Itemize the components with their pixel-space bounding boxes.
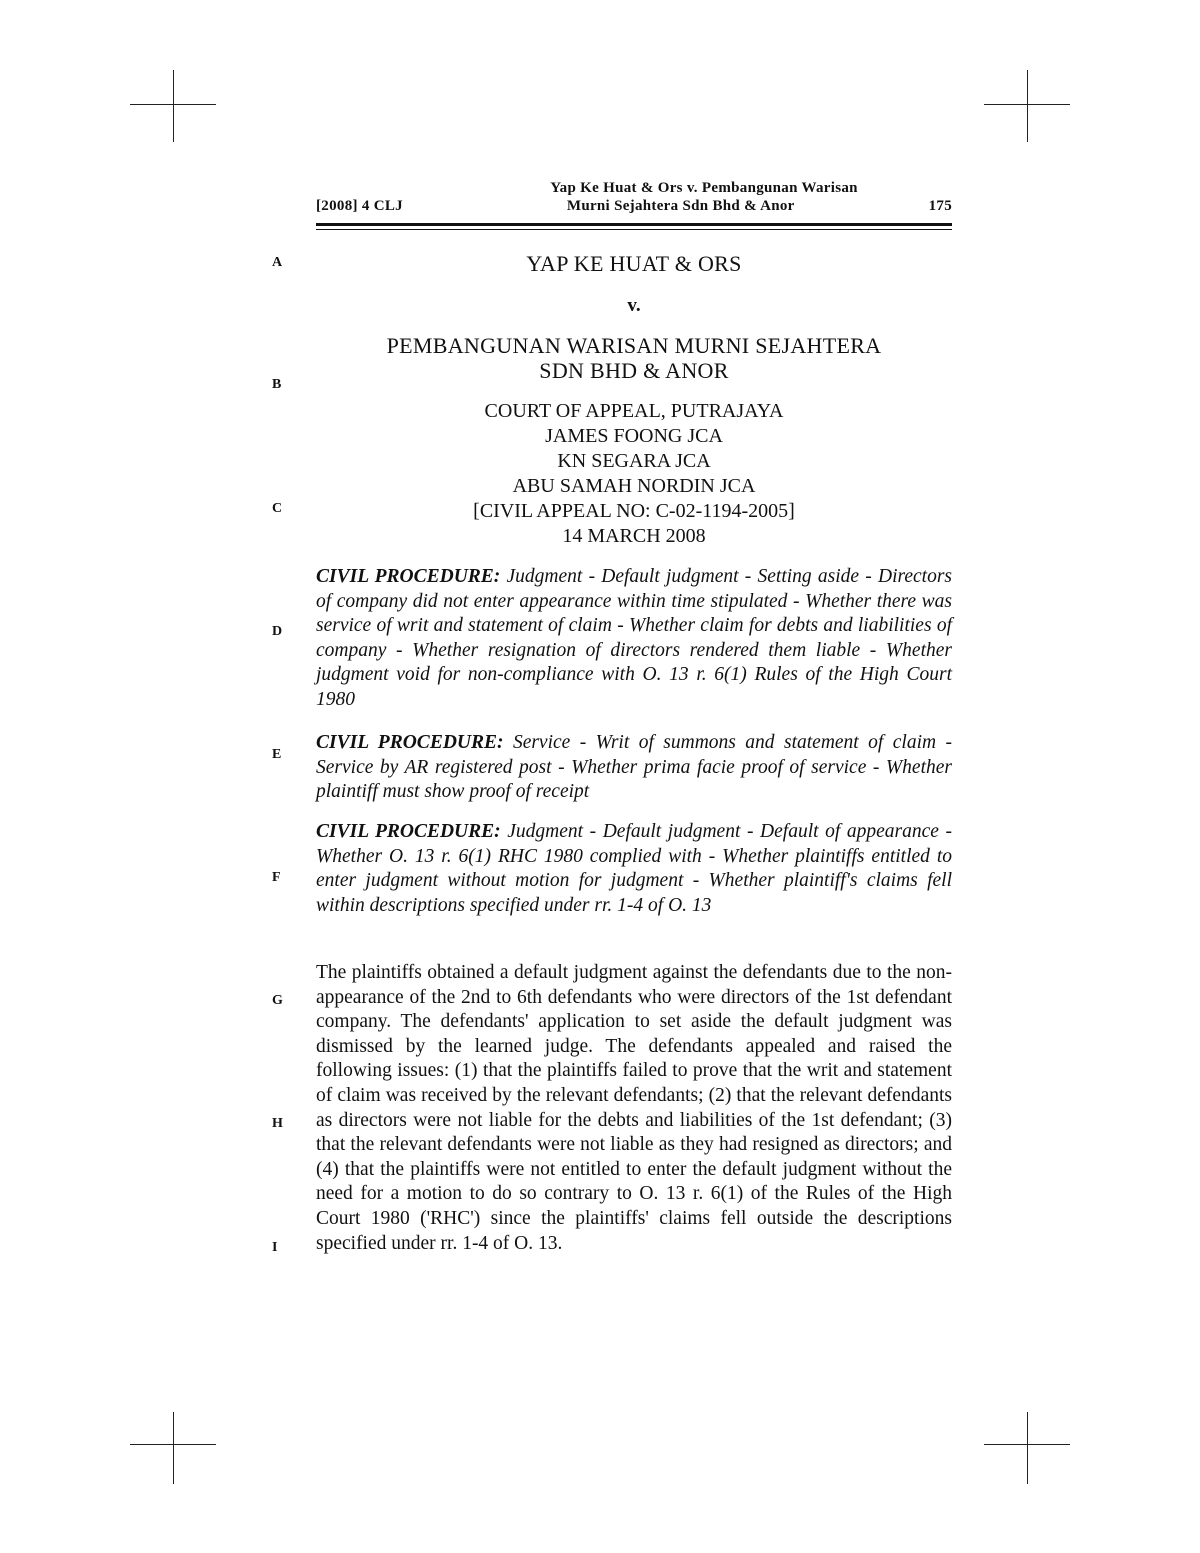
catchword-2-text: Service - Writ of summons and statement of claim - Service by AR registered post - Whether prima facie proof of service - Whether plaintiff must show proof of receipt <box>316 732 953 802</box>
margin-letter-i: I <box>272 1240 278 1255</box>
header-rule-thin <box>316 229 952 230</box>
respondents-line2: SDN BHD & ANOR <box>539 358 729 383</box>
crop-mark-bottom-right-v <box>1027 1412 1028 1484</box>
margin-letter-d: D <box>272 624 283 639</box>
running-head-title-line1: Yap Ke Huat & Ors v. Pembangunan Warisan <box>550 180 858 196</box>
margin-letter-f: F <box>272 870 281 885</box>
running-head-title-line2: Murni Sejahtera Sdn Bhd & Anor <box>566 198 795 214</box>
headnote-paragraph: The plaintiffs obtained a default judgment against the defendants due to the non-appearance of the 2nd to 6th defendants who were directors of the 1st defendant company. The defendants' application to set aside the default judgment was dismissed by the learned judge. The defendants appealed and raised the following issues: (1) that the plaintiffs failed to prove that the writ and statement of claim was received by the relevant defendants; (2) that the relevant defendants as directors were not liable for the debts and liabilities of the 1st defendant; (3) that the relevant defendants were not liable as they had resigned as directors; and (4) that the plaintiffs were not entitled to enter the default judgment without the need for a motion to do so contrary to O. 13 r. 6(1) of the Rules of the High Court 1980 ('RHC') since the plaintiffs' claims fell outside the descriptions specified under rr. 1-4 of O. 13. <box>316 962 952 1254</box>
header-rule-thick <box>316 223 952 226</box>
judgment-date: 14 MARCH 2008 <box>562 525 706 547</box>
catchword-3-heading: CIVIL PROCEDURE: <box>316 821 501 842</box>
running-head <box>316 180 952 215</box>
catchword-3-text: Judgment - Default judgment - Default of appearance - Whether O. 13 r. 6(1) RHC 1980 complied with - Whether plaintiffs entitled to enter judgment without motion for judgment - Whether plaintiff's claims fell within descriptions specified under rr. 1-4 of O. 13 <box>316 821 953 916</box>
catchword-2-heading: CIVIL PROCEDURE: <box>316 732 504 753</box>
judge-3: ABU SAMAH NORDIN JCA <box>512 475 756 497</box>
margin-letter-b: B <box>272 377 282 392</box>
court-name: COURT OF APPEAL, PUTRAJAYA <box>484 400 784 422</box>
appellants: YAP KE HUAT & ORS <box>526 251 742 276</box>
margin-letter-h: H <box>272 1116 283 1131</box>
crop-mark-top-left-v <box>173 70 174 142</box>
catchword-1-text: Judgment - Default judgment - Setting aside - Directors of company did not enter appearance within time stipulated - Whether there was service of writ and statement of claim - Whether claim for debts and liabilities of company - Whether resignation of directors rendered them liable - Whether judgment void for non-compliance with O. 13 r. 6(1) Rules of the High Court 1980 <box>316 566 953 710</box>
citation: [2008] 4 CLJ <box>316 198 403 214</box>
crop-mark-bottom-left-v <box>173 1412 174 1484</box>
catchword-2 <box>316 731 952 805</box>
court-block <box>316 399 952 549</box>
margin-letter-c: C <box>272 501 283 516</box>
page-number: 175 <box>928 198 952 214</box>
catchword-1-heading: CIVIL PROCEDURE: <box>316 566 501 587</box>
judge-1: JAMES FOONG JCA <box>545 425 723 447</box>
versus: v. <box>627 295 641 316</box>
appeal-number: [CIVIL APPEAL NO: C-02-1194-2005] <box>473 500 795 522</box>
judge-2: KN SEGARA JCA <box>557 450 711 472</box>
margin-letter-g: G <box>272 993 283 1008</box>
catchword-1 <box>316 565 952 712</box>
margin-letter-e: E <box>272 747 282 762</box>
catchword-3 <box>316 820 952 918</box>
crop-mark-top-right-v <box>1027 70 1028 142</box>
respondents-line1: PEMBANGUNAN WARISAN MURNI SEJAHTERA <box>386 333 882 358</box>
margin-letter-a: A <box>272 255 283 270</box>
